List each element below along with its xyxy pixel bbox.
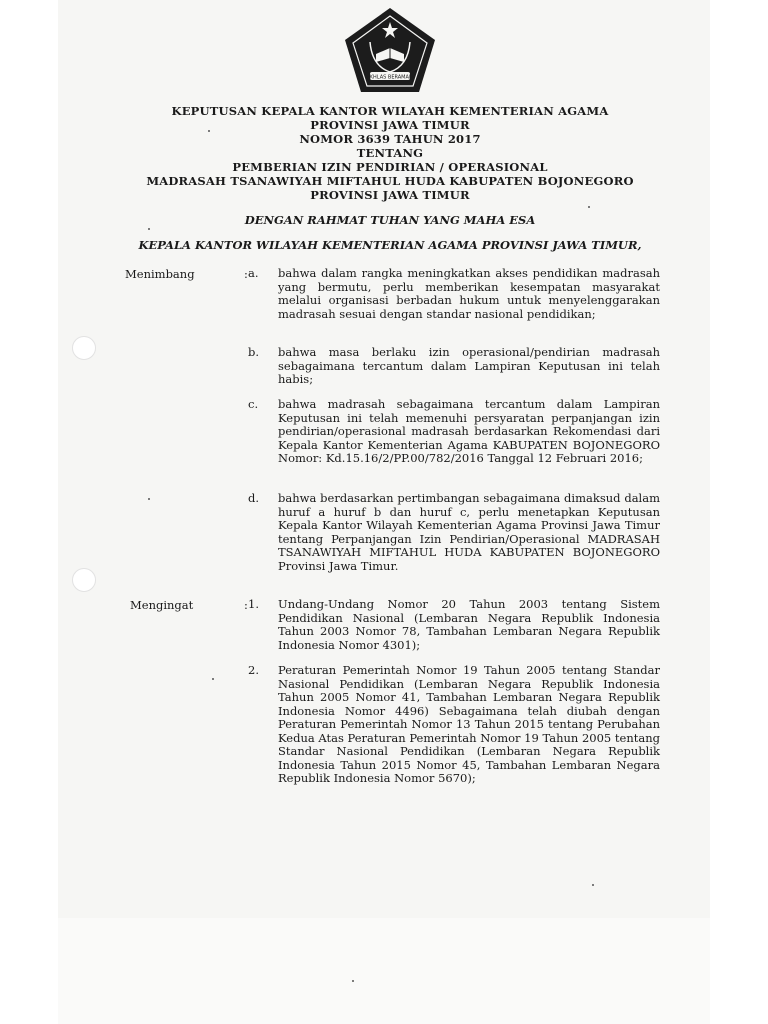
page-bottom-margin [58,918,710,1024]
title-line: PROVINSI JAWA TIMUR [310,188,470,202]
item-marker: b. [248,345,260,359]
blessing-line: DENGAN RAHMAT TUHAN YANG MAHA ESA [244,213,536,227]
item-text: bahwa masa berlaku izin operasional/pendirian madrasah sebagaimana tercantum dalam Lampiran Keputusan ini telah habis; [278,345,660,386]
item-text: bahwa berdasarkan pertimbangan sebagaimana dimaksud dalam huruf a huruf b dan huruf c, perlu menetapkan Keputusan Kepala Kantor Wilayah Kementerian Agama Provinsi Jawa Timur tentang Perpanjangan Izin Pendirian/Operasional MADRASAH TSANAWIYAH MIFTAHUL HUDA KABUPATEN BOJONEGORO Provinsi Jawa Timur. [278,491,660,573]
colon: : [244,267,248,281]
mengingat-item-1 [248,597,660,652]
scan-speck [212,678,214,680]
colon: : [244,598,248,612]
scan-speck [148,228,150,230]
title-line: PEMBERIAN IZIN PENDIRIAN / OPERASIONAL [232,160,548,174]
item-marker: 1. [248,597,259,611]
emblem-motto: IKHLAS BERAMAL [368,74,412,81]
item-text: bahwa dalam rangka meningkatkan akses pendidikan madrasah yang bermutu, perlu memberikan kesempatan masyarakat melalui organisasi berbadan hukum untuk menyelenggarakan madrasah sesuai dengan standar nasional pendidikan; [278,266,660,321]
item-marker: c. [248,397,259,411]
item-marker: a. [248,266,259,280]
scan-speck [592,884,594,886]
scan-speck [208,130,210,132]
item-text: bahwa madrasah sebagaimana tercantum dalam Lampiran Keputusan ini telah memenuhi persyaratan perpanjangan izin pendirian/operasional madrasah berdasarkan Rekomendasi dari Kepala Kantor Kementerian Agama KABUPATEN BOJONEGORO Nomor: Kd.15.16/2/PP.00/782/2016 Tanggal 12 Februari 2016; [278,397,660,465]
decree-number: NOMOR 3639 TAHUN 2017 [299,132,481,146]
title-line: MADRASAH TSANAWIYAH MIFTAHUL HUDA KABUPATEN BOJONEGORO [146,174,634,188]
scan-speck [148,498,150,500]
item-marker: d. [248,491,260,505]
menimbang-label: Menimbang [125,267,195,281]
authority-line: KEPALA KANTOR WILAYAH KEMENTERIAN AGAMA PROVINSI JAWA TIMUR, [138,238,642,252]
menimbang-item-a [248,266,660,321]
scan-speck [588,206,590,208]
punch-hole [72,336,96,360]
item-text: Undang-Undang Nomor 20 Tahun 2003 tentang Sistem Pendidikan Nasional (Lembaran Negara Republik Indonesia Tahun 2003 Nomor 78, Tambahan Lembaran Negara Republik Indonesia Nomor 4301); [278,597,660,652]
scan-speck [352,980,354,982]
decree-title [120,104,660,202]
item-text: Peraturan Pemerintah Nomor 19 Tahun 2005 tentang Standar Nasional Pendidikan (Lembaran Negara Republik Indonesia Tahun 2005 Nomor 41, Tambahan Lembaran Negara Republik Indonesia Nomor 4496) Sebagaimana telah diubah dengan Peraturan Pemerintah Nomor 13 Tahun 2015 tentang Perubahan Kedua Atas Peraturan Pemerintah Nomor 19 Tahun 2005 tentang Standar Nasional Pendidikan (Lembaran Negara Republik Indonesia Tahun 2015 Nomor 45, Tambahan Lembaran Negara Republik Indonesia Nomor 5670); [278,663,660,785]
menimbang-item-b [248,345,660,387]
punch-hole [72,568,96,592]
title-line: TENTANG [356,146,424,160]
mengingat-label: Mengingat [130,598,194,612]
title-line: PROVINSI JAWA TIMUR [310,118,470,132]
menimbang-item-d [248,491,660,573]
ministry-emblem [342,6,438,96]
item-marker: 2. [248,663,259,677]
title-line: KEPUTUSAN KEPALA KANTOR WILAYAH KEMENTERIAN AGAMA [171,104,609,118]
mengingat-item-2 [248,663,660,786]
menimbang-item-c [248,397,660,466]
